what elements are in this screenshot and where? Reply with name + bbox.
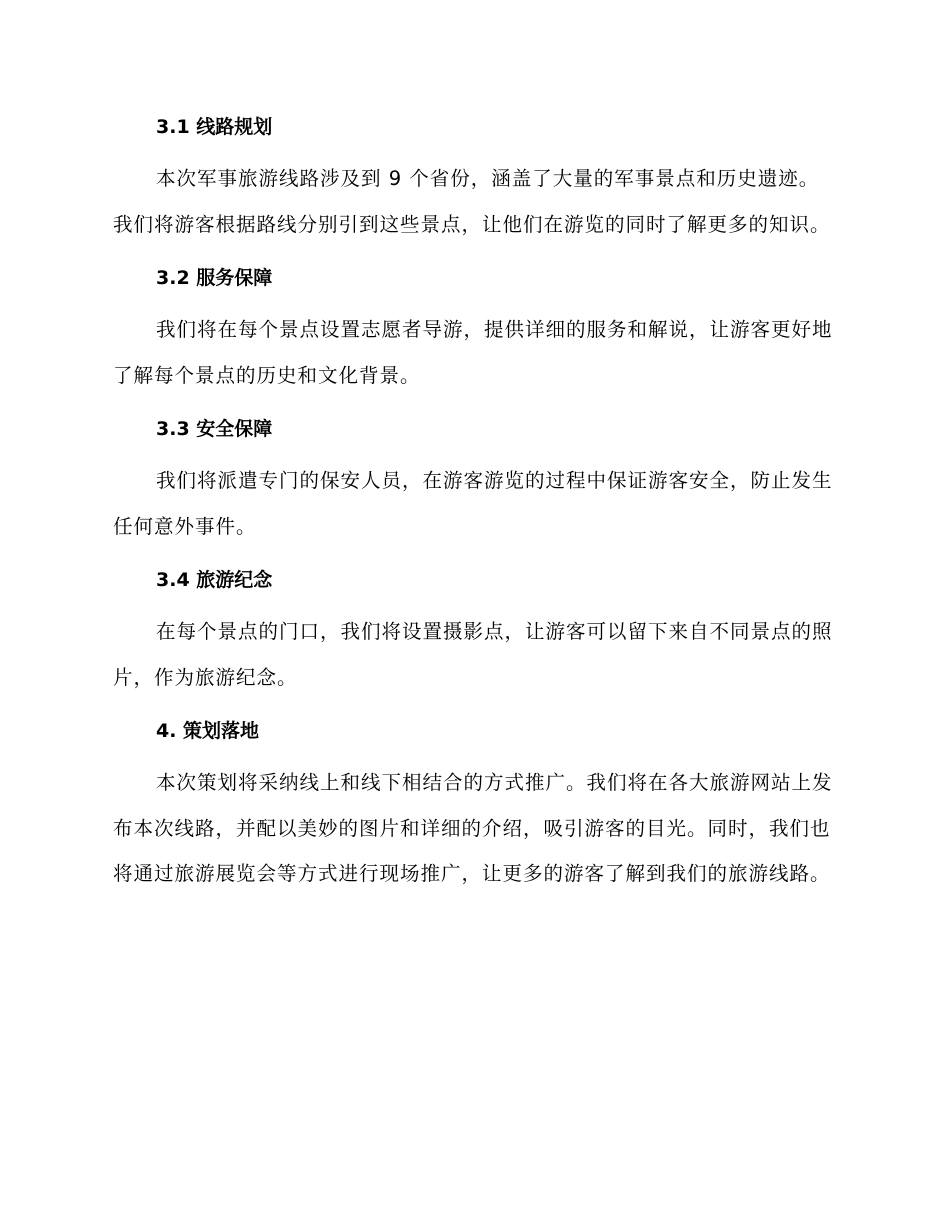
section-heading-3-2: 3.2 服务保障 [156,267,273,289]
section-paragraph-3-3: 我们将派遣专门的保安人员，在游客游览的过程中保证游客安全，防止发生任何意外事件。 [113,469,833,538]
document-page [113,110,833,911]
section-heading-3-3: 3.3 安全保障 [156,418,273,440]
section-heading-3-4: 3.4 旅游纪念 [156,569,273,591]
section-heading-3-1: 3.1 线路规划 [156,116,273,138]
section-paragraph-4: 本次策划将采纳线上和线下相结合的方式推广。我们将在各大旅游网站上发布本次线路，并配以美妙的图片和详细的介绍，吸引游客的目光。同时，我们也将通过旅游展览会等方式进行现场推广，让更多的游客了解到我们的旅游线路。 [113,771,833,885]
section-paragraph-3-1: 本次军事旅游线路涉及到 9 个省份，涵盖了大量的军事景点和历史遗迹。我们将游客根据路线分别引到这些景点，让他们在游览的同时了解更多的知识。 [113,167,831,236]
section-heading-4: 4. 策划落地 [156,720,260,742]
section-paragraph-3-4: 在每个景点的门口，我们将设置摄影点，让游客可以留下来自不同景点的照片，作为旅游纪念。 [113,620,833,689]
section-paragraph-3-2: 我们将在每个景点设置志愿者导游，提供详细的服务和解说，让游客更好地了解每个景点的历史和文化背景。 [113,318,833,387]
